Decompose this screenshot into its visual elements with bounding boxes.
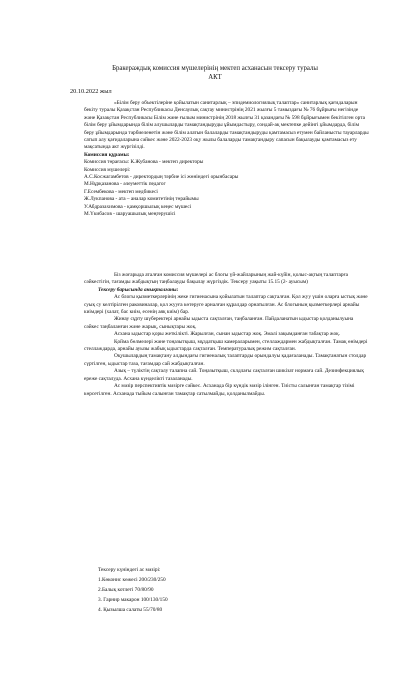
menu-item: 1.Көконис көжесі 200/230/250 (98, 577, 166, 583)
inspection-section (84, 272, 369, 398)
finding-paragraph: Асхана ыдыстар қоры жеткілікті. Жарылған, сынан ыдыстар жоқ. Эмалі зақымданған табақтар жоқ. (114, 331, 340, 338)
finding-paragraph: Оқушылардың тамақтану алдындағы гигиеналық талаптарды орындалуы қадағаланады. Тамақтанатын столдар сүртілген, ыдыстар таза, тағамдар сай жабдықталған. (84, 353, 367, 367)
menu-item: 4. Қызылша салаты 55/70/80 (98, 607, 163, 613)
intro-paragraph: «Білім беру объектілеріне қойылатын санитарлық – эпидемиологиялық талаптар» санитарлық қағидаларын бекіту туралы Қазақстан Республикасы Денсаулық сақтау министрінің 2021 жылғы 5 тамыздағы № 76 бұйрығы негізінде және Қазақстан Республикасы Білім және ғылым министрінің 2018 жылғы 31 қазандағы № 598 бұйрығымен бекітілген орта білім беру ұйымдарында білім алушыларды тамақтандыруды ұйымдастыру, сондай-ақ мектепке дейінгі ұйымдарда, білім беру ұйымдарында тәрбиеленетін және білім алатын балаларды тамақтандыруды қамтамасыз етумен байланысты тауарларды сатып алу қағидаларына сәйкес және 2022-2023 оқу жылы балаларды тамақтандыру сапасын бақылауды қамтамасыз ету мақсатында акт жүргізілді. (84, 100, 369, 151)
document-date: 20.10.2022 жыл (70, 88, 112, 95)
menu-item: 3. Гарнир макарон 100/130/150 (98, 597, 168, 603)
finding-paragraph: Азық – түліктің сақталу талапна сай. Тоңазытқыш, склдлағы сақталған шикізат нормаға сай. Дезинфекциялық ереже сақталуда. Асхана күнделікті тазаланады. (84, 368, 364, 382)
commission-heading: Комиссия құрамы: (84, 151, 130, 158)
finding-paragraph: Қойма бөлмелері және тоңазытқыш, мұздатқыш камераларымен, стеллаждармен жабдықталған. Тамақ өнімдері стеллаждарда, арнайы ауызы жабық ыдыстарда сақталған. Температуралық режим сақталған. (84, 338, 368, 353)
title-line-2: АКТ (208, 74, 222, 81)
member-item: Г.Есембекова - мектеп медбикесі (84, 188, 158, 195)
document-title (100, 64, 330, 82)
member-item: М.Үкибасов - шаруашылық меңгерушісі (84, 211, 176, 218)
menu-item: 2.Балық котлеті 70/80/90 (98, 587, 154, 593)
inspection-paragraph: Біз жоғарыда аталған комиссия мүшелері ас блогы үй-жайларының жай-күйін, қолыс-ақтың талаптарға сәйкестігін, тағамды жабдықтың таңбалауды бақылау жүргіздік. Тексеру уақыты 15.15 (2- ауысым) (84, 272, 348, 286)
finding-paragraph: Ас блогы қызметкерлерінің жеке гигиенасына қойылатын талаптар сақталған. Қол жуу үшін оларға ыстық және суық су келтірілген раковиналар, қол жууға көтеруге арналған құралдар орнатылған. Ас блогының қызметкерлері арнайы киімдері (халат, бас киім, есенің аяқ киім) бар. (84, 294, 368, 316)
menu-heading: Тексеру күніндегі ас мәзірі: (98, 567, 161, 573)
commission-chair: Комиссия төрағасы: К.Жубанова - мектеп директоры (84, 159, 204, 166)
findings-heading: Тексеру барысында анықталғаны: (98, 286, 179, 293)
intro-section (84, 100, 369, 219)
member-item: Ж.Лукпанова - ата – аналар комитетінің төрайымы (84, 196, 199, 203)
member-item: У.Абдразахимова - қамқоршылық кеңес мүшесі (84, 203, 192, 210)
finding-paragraph: Жинау сұрту шүберектері арнайы ыдыста сақталған, таңбаланған. Пайдаланатын ыдыстар қолданылуына сәйкес таңбаланған және жарық, сынықтары жоқ. (84, 316, 354, 330)
finding-paragraph: Ас мәзір перспективтік мәзірге сәйкес. Асханада бір күндік мәзір ілінген. Тиісты салынған тамақтар тізімі көрсетілген. Асханада тыйым салынған тамақтар сатылмайды, қолданылмайды. (84, 383, 355, 397)
member-item: А.С.Косжагамбетов - директордың тәрбие ісі жөніндегі орынбасары (84, 174, 239, 181)
title-line-1: Бракераждық комиссия мүшелерінің мектеп асханасын тексеру туралы (112, 65, 318, 72)
menu-section (84, 565, 369, 615)
members-heading: Комиссия мүшелері: (84, 166, 131, 173)
member-item: М.Нұрқазанова - әлеуметтік педагог (84, 181, 166, 188)
